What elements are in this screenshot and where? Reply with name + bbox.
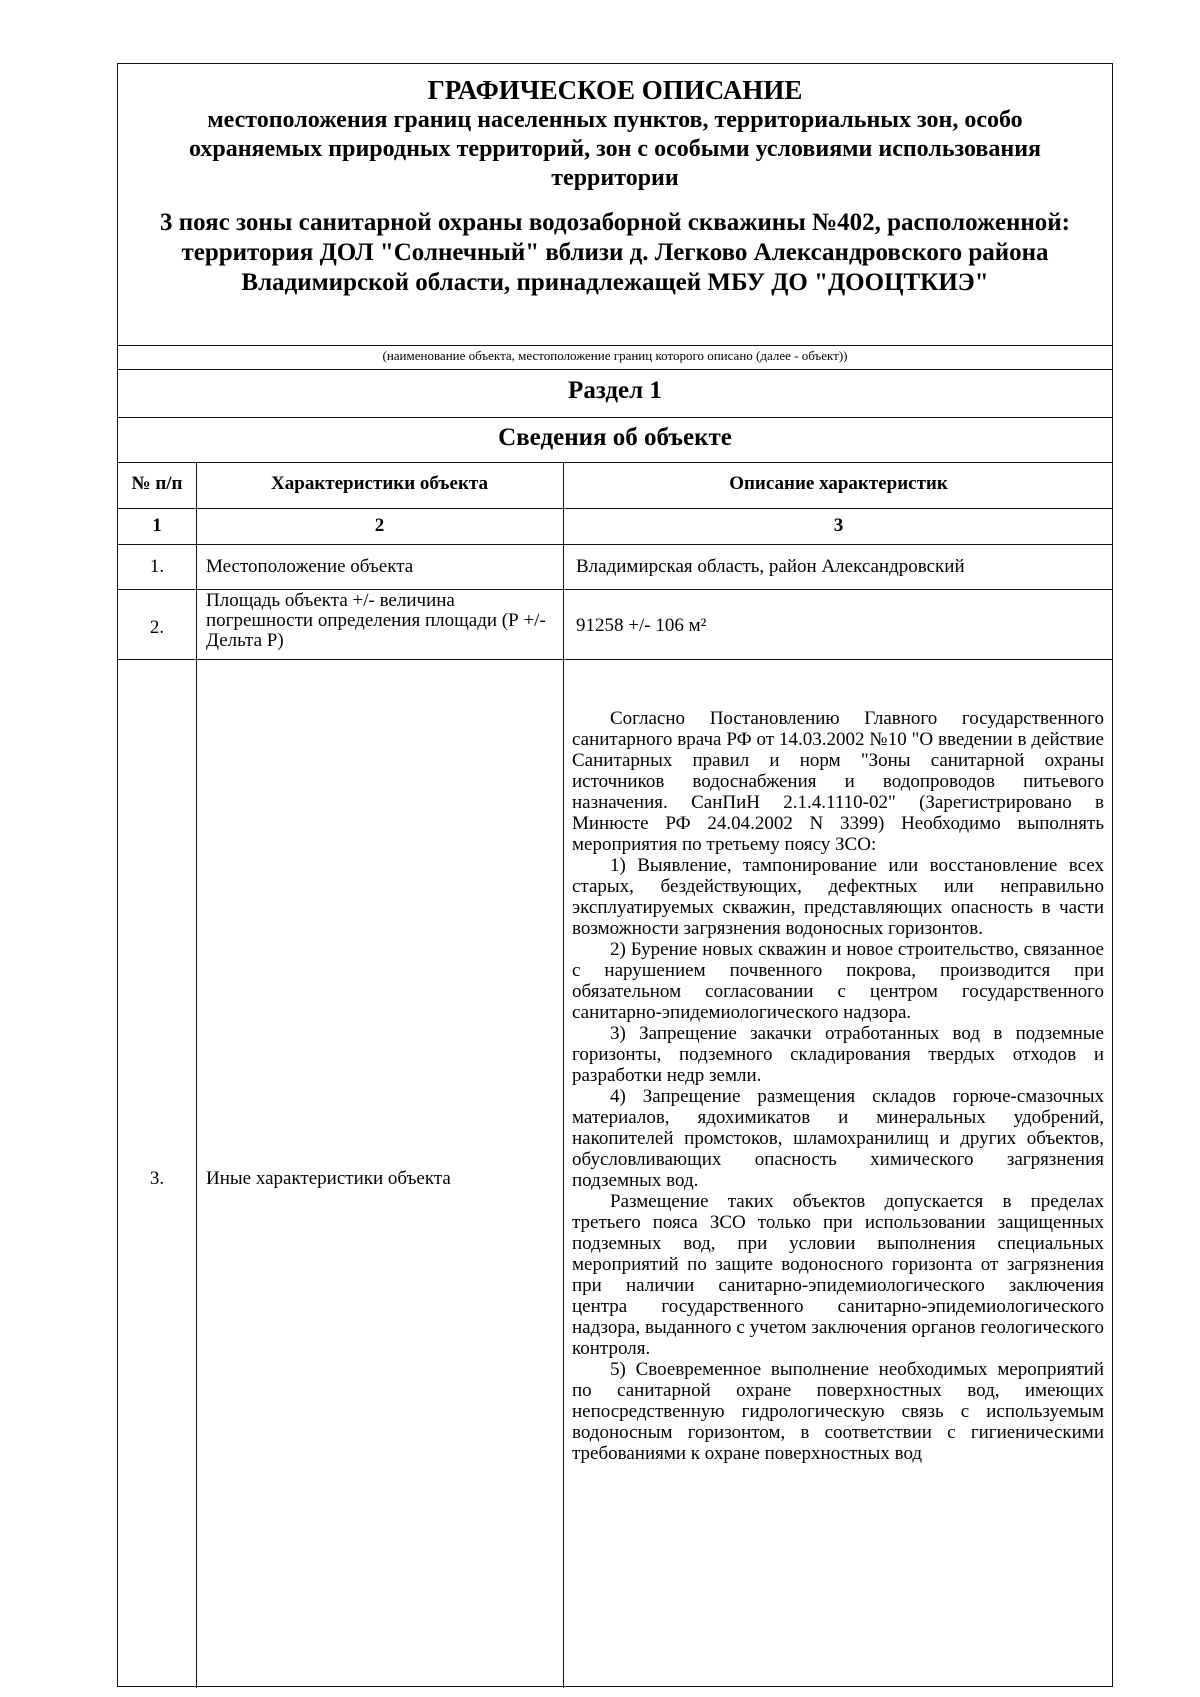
- column-number-1: 1: [152, 515, 162, 536]
- description-paragraph: 4) Запрещение размещения складов горюче-смазочных материалов, ядохимикатов и минеральных удобрений, накопителей промстоков, шламохранилищ и других объектов, обусловливающих опасность химического загрязнения подземных вод.: [572, 1086, 1104, 1191]
- object-caption: (наименование объекта, местоположение границ которого описано (далее - объект)): [382, 348, 848, 363]
- row-1-number: 1.: [149, 556, 165, 577]
- row-3-number: 3.: [149, 1168, 165, 1189]
- row-3-description: [572, 708, 1104, 1464]
- object-name: 3 пояс зоны санитарной охраны водозаборной скважины №402, расположенной: территория ДОЛ "Солнечный" вблизи д. Легково Александровского района Владимирской области, принадлежащей МБУ ДО "ДООЦТКИЭ": [159, 209, 1070, 296]
- document-sheet: [117, 63, 1113, 1687]
- column-number-3: 3: [833, 515, 844, 536]
- divider: [118, 369, 1112, 370]
- description-paragraph: Размещение таких объектов допускается в пределах третьего пояса ЗСО только при использовании защищенных подземных вод, при условии выполнения специальных мероприятий по защите водоносного горизонта от загрязнения при наличии санитарно-эпидемиологического заключения центра государственного санитарно-эпидемиологического надзора, выданного с учетом заключения органов геологического контроля.: [572, 1191, 1104, 1359]
- column-header-description: Описание характеристик: [729, 473, 948, 494]
- description-paragraph: 2) Бурение новых скважин и новое строительство, связанное с нарушением почвенного покрова, производится при обязательном согласовании с центром государственного санитарно-эпидемиологического надзора.: [572, 939, 1104, 1023]
- divider: [118, 659, 1112, 660]
- column-divider: [563, 462, 564, 1688]
- row-2-number: 2.: [149, 617, 165, 638]
- row-2-description: 91258 +/- 106 м²: [576, 615, 707, 636]
- section-subtitle: Сведения об объекте: [498, 424, 732, 451]
- document-title: ГРАФИЧЕСКОЕ ОПИСАНИЕ: [427, 75, 803, 105]
- column-number-2: 2: [374, 515, 385, 536]
- description-paragraph: 5) Своевременное выполнение необходимых мероприятий по санитарной охране поверхностных вод, имеющих непосредственную гидрологическую связь с используемым водоносным горизонтом, в соответствии с гигиеническими требованиями к охране поверхностных вод: [572, 1359, 1104, 1464]
- row-1-characteristic: Местоположение объекта: [206, 556, 414, 577]
- document-header: [118, 64, 1112, 344]
- divider: [118, 508, 1112, 509]
- divider: [118, 544, 1112, 545]
- table-top-border: [118, 462, 1112, 463]
- column-header-number: № п/п: [131, 473, 183, 494]
- row-2-characteristic: Площадь объекта +/- величина погрешности определения площади (Р +/- Дельта Р): [206, 590, 546, 651]
- document-subtitle: местоположения границ населенных пунктов, территориальных зон, особо охраняемых природных территорий, зон с особыми условиями использования территории: [188, 107, 1042, 191]
- section-title: Раздел 1: [568, 377, 662, 404]
- column-divider: [196, 462, 197, 1688]
- row-1-description: Владимирская область, район Александровский: [576, 556, 965, 577]
- description-paragraph: 1) Выявление, тампонирование или восстановление всех старых, бездействующих, дефектных или неправильно эксплуатируемых скважин, представляющих опасность в части возможности загрязнения водоносных горизонтов.: [572, 855, 1104, 939]
- description-paragraph: 3) Запрещение закачки отработанных вод в подземные горизонты, подземного складирования твердых отходов и разработки недр земли.: [572, 1023, 1104, 1086]
- divider: [118, 417, 1112, 418]
- column-header-characteristic: Характеристики объекта: [271, 473, 488, 494]
- row-3-characteristic: Иные характеристики объекта: [206, 1168, 451, 1189]
- description-paragraph: Согласно Постановлению Главного государственного санитарного врача РФ от 14.03.2002 №10 "О введении в действие Санитарных правил и норм "Зоны санитарной охраны источников водоснабжения и водопроводов питьевого назначения. СанПиН 2.1.4.1110-02" (Зарегистрировано в Минюсте РФ 24.04.2002 N 3399) Необходимо выполнять мероприятия по третьему поясу ЗСО:: [572, 708, 1104, 855]
- object-name-underline: [118, 345, 1112, 346]
